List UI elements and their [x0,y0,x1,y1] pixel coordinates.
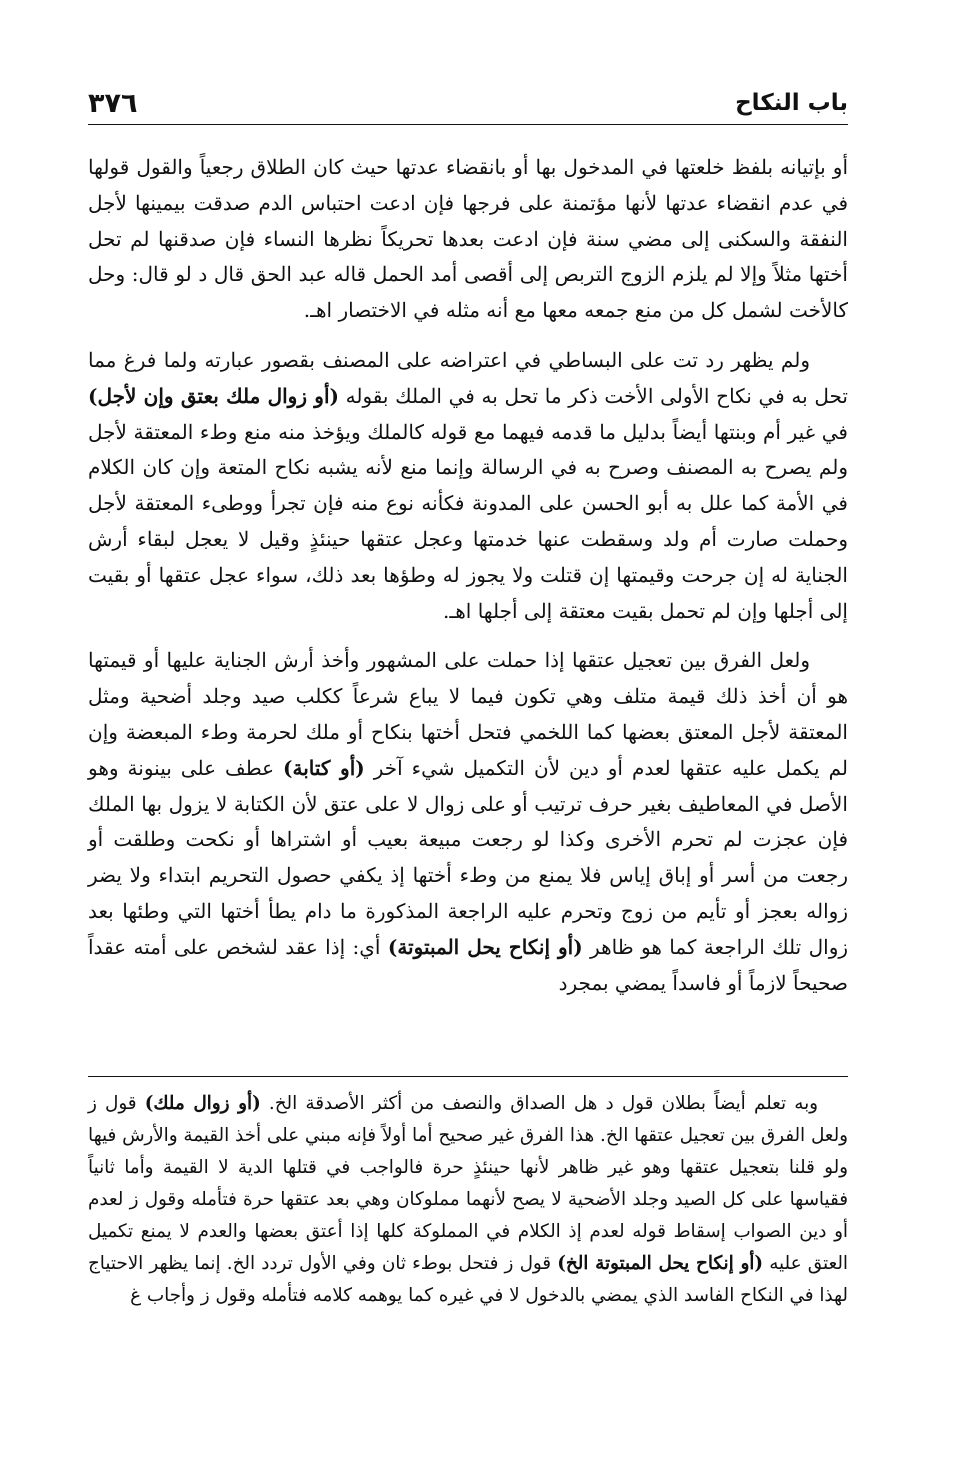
page-number: ٣٧٦ [88,88,138,119]
header-rule [88,124,848,125]
footnote-text-b: قول ز ولعل الفرق بين تعجيل عتقها الخ. هذا الفرق غير صحيح أما أولاً فإنه مبني على أخذ القيمة والأرش فيها ولو قلنا بتعجيل عتقها وهو غير ظاهر لأنها حينئذٍ حرة فالواجب في قتلها الدية لا القيمة وأما ثانياً فقياسها على كل الصيد وجلد الأضحية لا يصح لأنهما مملوكان وهي بعد عتقها حرة فتأمله وقول ز لعدم أو دين الصواب إسقاط قوله لعدم إذ الكلام في المملوكة كلها إذا أعتق بعضها والعدم لا يمنع تكميل العتق عليه [88,1093,848,1274]
running-head [88,88,848,128]
footnote-rule [88,1076,848,1077]
paragraph-1-text: أو بإتيانه بلفظ خلعتها في المدخول بها أو بانقضاء عدتها حيث كان الطلاق رجعياً والقول قولها في عدم انقضاء عدتها لأنها مؤتمنة على فرجها فإن ادعت احتباس الدم صدقت بيمينها لأجل النفقة والسكنى إلى مضي سنة فإن ادعت بعدها تحريكاً نظرها النساء فإن صدقنها لم تحل أختها مثلاً وإلا لم يلزم الزوج التربص إلى أقصى أمد الحمل قاله عبد الحق قال د لو قال: وحل كالأخت لشمل كل من منع جمعه معها مع أنه مثله في الاختصار اهـ. [88,155,848,323]
main-text [88,150,848,1015]
footnote-paragraph [88,1088,848,1312]
footnote-text-a: وبه تعلم أيضاً بطلان قول د هل الصداق والنصف من أكثر الأصدقة الخ. [260,1093,818,1114]
paragraph-2 [88,343,848,629]
chapter-title: باب النكاح [735,90,848,116]
paragraph-3 [88,643,848,1001]
lemma-inkah: (أو إنكاح يحل المبتوتة) [387,934,583,959]
lemma-kitaba: (أو كتابة) [283,755,365,780]
footnote-lemma-zawal-milk: (أو زوال ملك) [144,1093,261,1114]
footnote-lemma-inkah: (أو إنكاح يحل المبتوتة الخ) [557,1253,764,1274]
footnote-text-c: قول ز فتحل بوطء ثان وفي الأول تردد الخ. إنما يظهر الاحتياج لهذا في النكاح الفاسد الذي يمضي بالدخول لا في غيره كما يوهمه كلامه فتأمله وقول ز وأجاب غ [88,1253,848,1306]
lemma-zawal-milk: (أو زوال ملك بعتق وإن لأجل) [88,383,339,408]
paragraph-2-text-a: ولم يظهر رد تت على البساطي في اعتراضه على المصنف بقصور عبارته ولما فرغ مما تحل به في نكاح الأولى الأخت ذكر ما تحل به في الملك بقوله [88,347,849,408]
paragraph-3-text-a: ولعل الفرق بين تعجيل عتقها إذا حملت على المشهور وأخذ أرش الجناية عليها أو قيمتها هو أن أخذ ذلك قيمة متلف وهي تكون فيما لا يباع شرعاً ككلب صيد وجلد أضحية ومثل المعتقة لأجل المعتق بعضها كما اللخمي فتحل أختها بنكاح أو ملك لحرمة وطء المبعضة وإن لم يكمل عليه عتقها لعدم أو دين لأن التكميل شيء آخر [88,648,848,780]
paragraph-3-text-b: عطف على بينونة وهو الأصل في المعاطيف بغير حرف ترتيب أو على زوال لا على عتق لأن الكتابة لا يزول بها الملك فإن عجزت لم تحرم الأخرى وكذا لو رجعت مبيعة بعيب أو اشتراها أو نكحت وطلقت أو رجعت من أسر أو إباق إياس فلا يمنع من وطء أختها إذ يكفي حصول التحريم ابتداء ولا يضر زواله بعجز أو تأيم من زوج وتحرم عليه الراجعة المذكورة ما دام يطأ أختها التي وطئها بعد زوال تلك الراجعة كما هو ظاهر [88,755,849,959]
paragraph-3-text-c: أي: إذا عقد لشخص على أمته عقداً صحيحاً لازماً أو فاسداً يمضي بمجرد [88,934,848,995]
footnote [88,1088,848,1312]
paragraph-1 [88,150,848,329]
paragraph-2-text-b: في غير أم وبنتها أيضاً بدليل ما قدمه فيهما مع قوله كالملك ويؤخذ منه منع وطء المعتقة لأجل ولم يصرح به المصنف وصرح به في الرسالة وإنما منع لأنه يشبه نكاح المتعة وإن كان الكلام في الأمة كما علل به أبو الحسن على المدونة فكأنه نوع منه فإن تجرأ ووطىء المعتقة لأجل وحملت صارت أم ولد وسقطت عنها خدمتها وعجل عتقها حينئذٍ وقيل لا يعجل لبقاء أرش الجناية له إن جرحت وقيمتها إن قتلت ولا يجوز له وطؤها بعد ذلك، سواء عجل عتقها أو بقيت إلى أجلها وإن لم تحمل بقيت معتقة إلى أجلها اهـ. [88,419,848,623]
